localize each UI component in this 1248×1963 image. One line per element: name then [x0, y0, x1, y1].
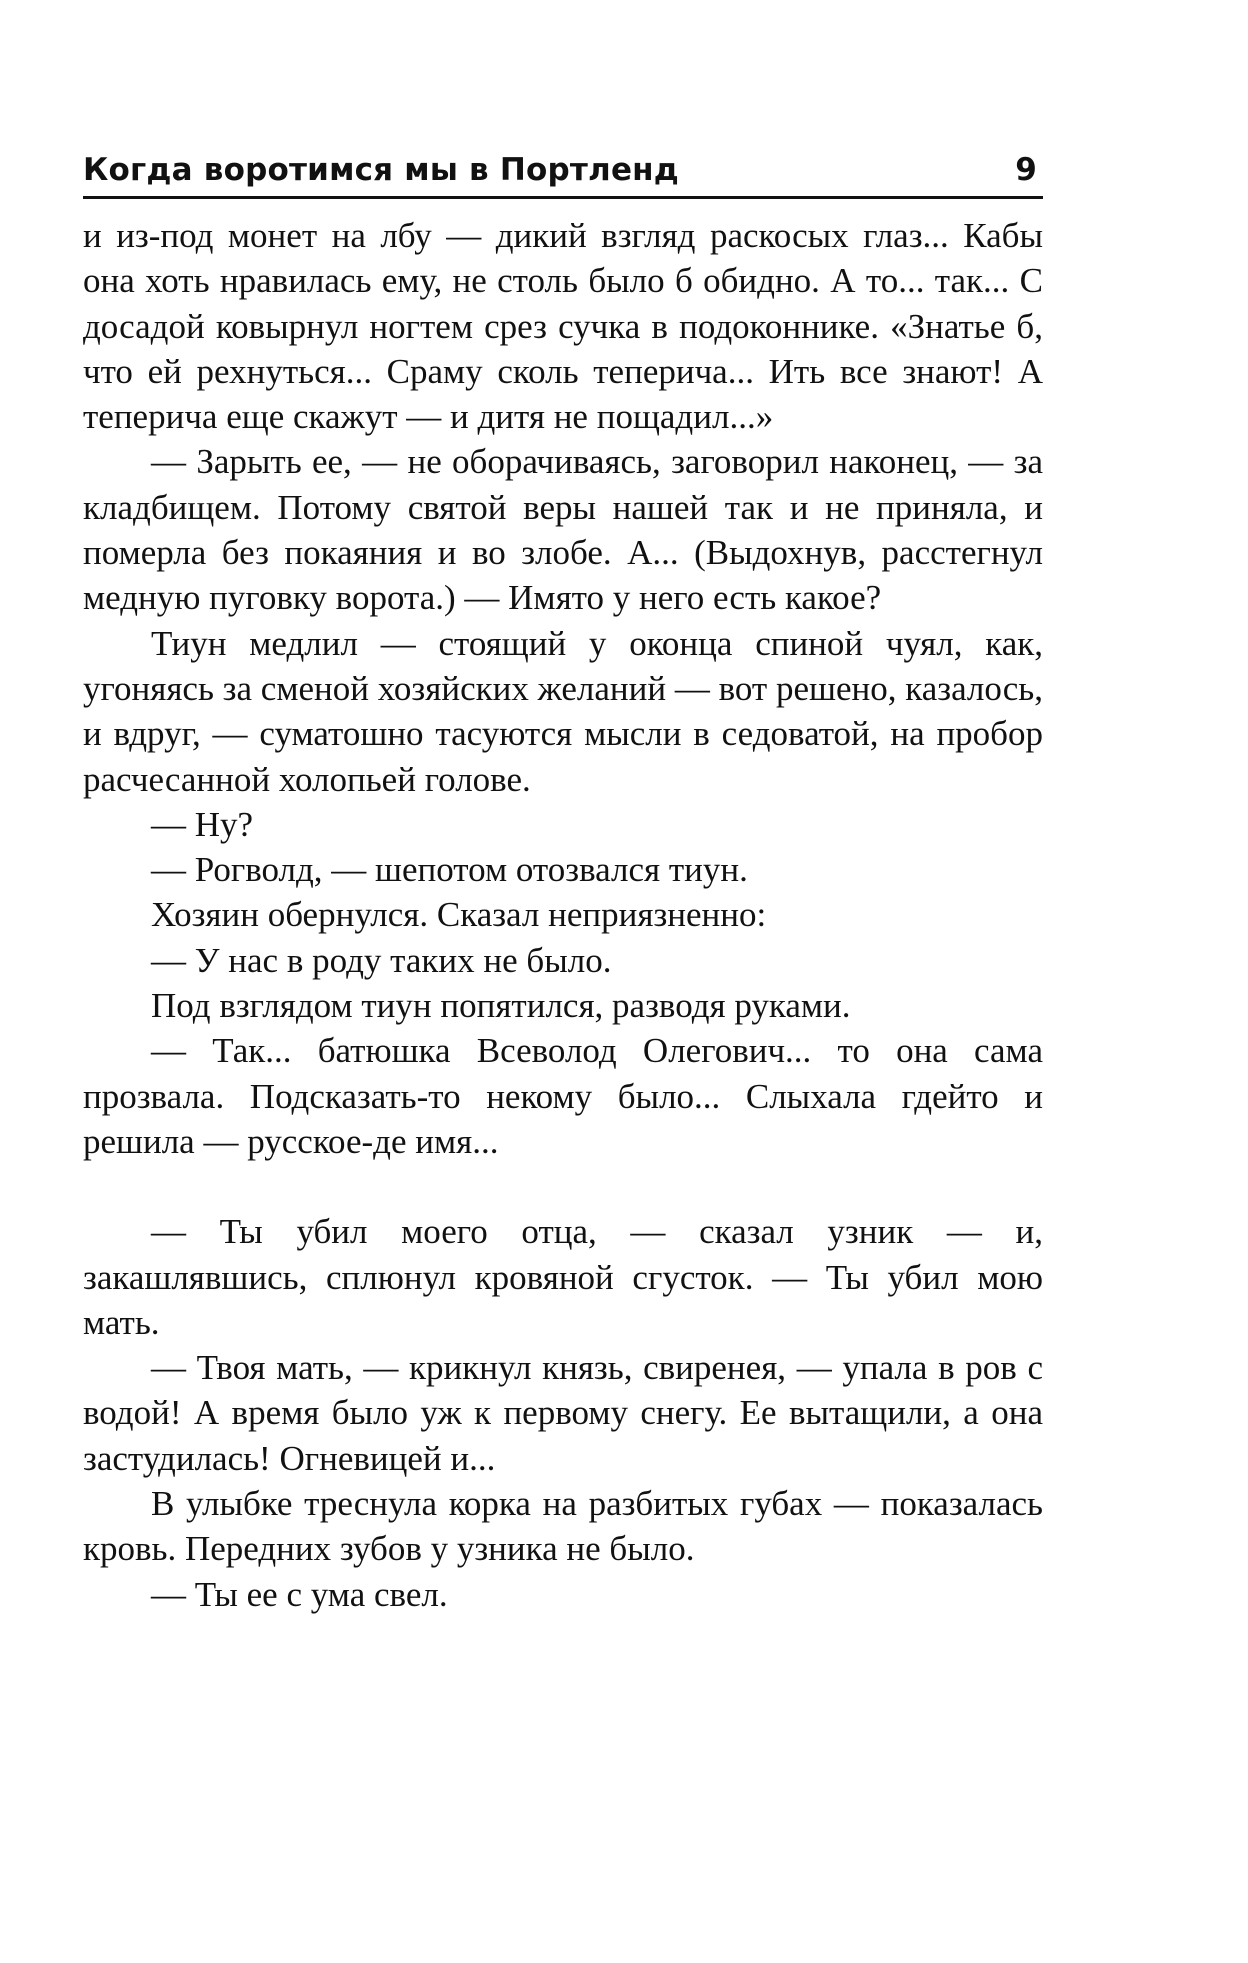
paragraph: — Твоя мать, — крикнул князь, свиренея, — упала в ров с водой! А время было уж к первому снегу. Ее вытащили, а она застудилась! Огневицей и... — [83, 1348, 1043, 1478]
paragraph: и из-под монет на лбу — дикий взгляд раскосых глаз... Кабы она хоть нравилась ему, не столь было б обидно. А то... так... С досадой ковырнул ногтем срез сучка в подоконнике. «Знатье б, что ей рехнуться... Сраму сколь теперича... Ить все знают! А теперича еще скажут — и дитя не пощадил...» — [83, 216, 1043, 437]
section-break — [83, 1164, 1043, 1209]
body-text — [83, 213, 1043, 1617]
paragraph: — Ты ее с ума свел. — [151, 1574, 448, 1614]
paragraph: — Зарыть ее, — не оборачиваясь, заговорил наконец, — за кладбищем. Потому святой веры нашей так и не приняла, и померла без покаяния и во злобе. А... (Выдохнув, расстегнул медную пуговку ворота.) — Имято у него есть какое? — [83, 442, 1043, 618]
running-head-title: Когда воротимся мы в Портленд — [83, 152, 680, 188]
paragraph: — Рогволд, — шепотом отозвался тиун. — [151, 850, 748, 890]
paragraph: — Ты убил моего отца, — сказал узник — и, закашлявшись, сплюнул кровяной сгусток. — Ты убил мою мать. — [83, 1212, 1043, 1342]
running-head — [83, 150, 1043, 199]
paragraph: — У нас в роду таких не было. — [151, 940, 612, 980]
paragraph: Под взглядом тиун попятился, разводя руками. — [151, 986, 851, 1026]
paragraph: В улыбке треснула корка на разбитых губах — показалась кровь. Передних зубов у узника не было. — [83, 1484, 1043, 1569]
book-page — [83, 150, 1043, 1617]
page-number: 9 — [1015, 152, 1037, 188]
paragraph: Хозяин обернулся. Сказал неприязненно: — [151, 895, 767, 935]
paragraph: — Ну? — [151, 804, 254, 844]
paragraph: — Так... батюшка Всеволод Олегович... то она сама прозвала. Подсказать-то некому было... Слыхала гдейто и решила — русское-де имя... — [83, 1031, 1043, 1161]
paragraph: Тиун медлил — стоящий у оконца спиной чуял, как, угоняясь за сменой хозяйских желаний — вот решено, казалось, и вдруг, — суматошно тасуются мысли в седоватой, на пробор расчесанной холопьей голове. — [83, 623, 1043, 799]
